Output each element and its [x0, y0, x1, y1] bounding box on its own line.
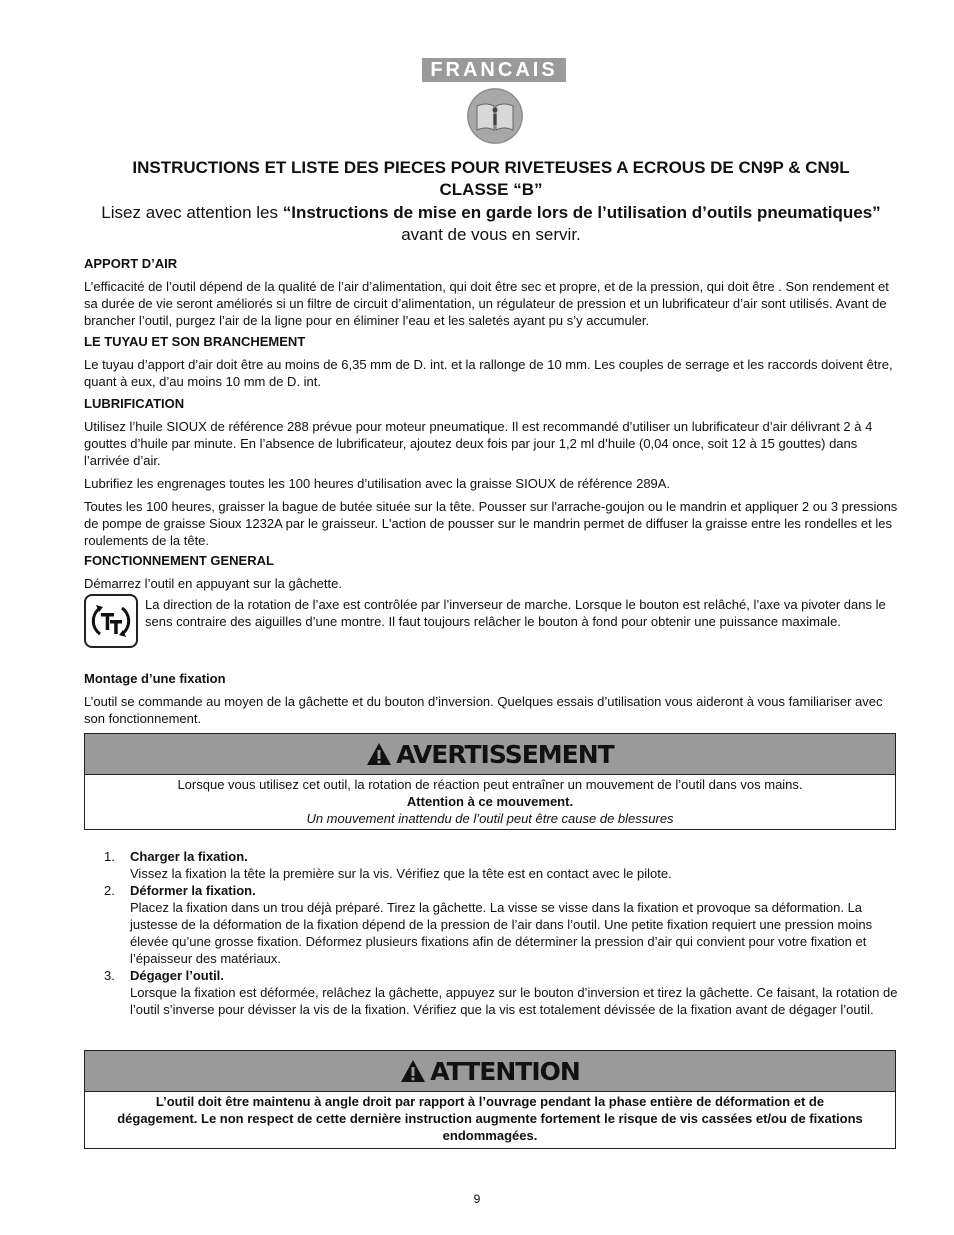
title-line-2: CLASSE “B” [439, 180, 543, 199]
lubrication-section [84, 395, 898, 549]
list-item [84, 882, 898, 967]
reverse-text [145, 596, 895, 630]
warning-box [84, 733, 896, 830]
warning-header [85, 734, 895, 775]
warning-triangle-icon [400, 1059, 426, 1083]
hose-section [84, 333, 898, 390]
page-number: 9 [473, 1192, 481, 1206]
step-number: 2. [104, 883, 115, 898]
warning-body [85, 775, 895, 829]
rotation-direction-icon [84, 594, 138, 648]
step-text: Vissez la fixation la tête la première sur la vis. Vérifiez que la tête est en contact avec le pilote. [130, 866, 672, 881]
subtitle-bold: “Instructions de mise en garde lors de l’utilisation d’outils pneumatiques” [282, 203, 881, 222]
warning-line-2: Attention à ce mouvement. [406, 794, 574, 809]
mounting-text: L’outil se commande au moyen de la gâchette et du bouton d’inversion. Quelques essais d’utilisation vous aideront à vous familiariser avec son fonctionnement. [84, 694, 883, 726]
steps-list [84, 848, 898, 1018]
step-title: Dégager l’outil. [130, 968, 224, 983]
operation-text-1: Démarrez l’outil en appuyant sur la gâchette. [84, 576, 342, 591]
caution-header [85, 1051, 895, 1092]
air-heading: APPORT D’AIR [84, 256, 178, 271]
caution-text: L’outil doit être maintenu à angle droit par rapport à l’ouvrage pendant la phase entière de déformation et de dégagement. Le non respect de cette dernière instruction augmente fortement le risque de vis cassées et/ou de fixations endommagées. [117, 1094, 863, 1143]
lubrication-text-3: Toutes les 100 heures, graisser la bague de butée située sur la tête. Pousser sur l'arrache-goujon ou le mandrin et appliquer 2 ou 3 pressions de pompe de graisse Sioux 1232A par le graisseur. L'action de pousser sur le mandrin permet de diffuser la graisse entre les rondelles et les roulements de la tête. [84, 499, 898, 548]
operation-heading: FONCTIONNEMENT GENERAL [84, 553, 274, 568]
lubrication-text-2: Lubrifiez les engrenages toutes les 100 heures d’utilisation avec la graisse SIOUX de référence 289A. [84, 476, 671, 491]
step-text: Placez la fixation dans un trou déjà préparé. Tirez la gâchette. La visse se visse dans la fixation et provoque sa déformation. La justesse de la déformation de la fixation dépend de la pression de l’air dans l’outil. Une petite fixation requiert une pression moins élevée qu’une grosse fixation. Déformez plusieurs fixations afin de déterminer la pression d’air qui convient pour votre fixation et l’épaisseur des matériaux. [130, 900, 873, 966]
step-number: 3. [104, 968, 115, 983]
step-text: Lorsque la fixation est déformée, relâchez la gâchette, appuyez sur le bouton d’inversion et tirez la gâchette. Ce faisant, la rotation de l’outil s’inverse pour dévisser la vis de la fixation. Vérifiez que la vis est totalement dévissée de la fixation avant de dégager l’outil. [130, 985, 898, 1017]
warning-triangle-icon [366, 742, 392, 766]
lubrication-text-1: Utilisez l’huile SIOUX de référence 288 prévue pour moteur pneumatique. Il est recommandé d’utiliser un lubrificateur d’air délivrant 2 à 4 gouttes d’huile par minute. En l’absence de lubrificateur, ajoutez deux fois par jour 1,2 ml d’huile (0,04 once, soit 12 à 15 gouttes) dans l’arrivée d’air. [84, 419, 873, 468]
warning-line-1: Lorsque vous utilisez cet outil, la rotation de réaction peut entraîner un mouvement de l’outil dans vos mains. [177, 777, 803, 792]
warning-line-3: Un mouvement inattendu de l’outil peut être cause de blessures [306, 811, 674, 826]
step-title: Charger la fixation. [130, 849, 248, 864]
list-item [84, 967, 898, 1018]
caution-box [84, 1050, 896, 1149]
title-line-1: INSTRUCTIONS ET LISTE DES PIECES POUR RIVETEUSES A ECROUS DE CN9P & CN9L [132, 158, 850, 177]
document-title [84, 157, 898, 201]
lubrication-heading: LUBRIFICATION [84, 396, 185, 411]
mounting-section [84, 670, 898, 727]
language-banner: FRANCAIS [422, 58, 566, 82]
step-number: 1. [104, 849, 115, 864]
subtitle-post: avant de vous en servir. [401, 225, 581, 244]
hose-heading: LE TUYAU ET SON BRANCHEMENT [84, 334, 306, 349]
subtitle-pre: Lisez avec attention les [101, 203, 283, 222]
subtitle [84, 202, 898, 246]
info-book-icon [467, 88, 523, 144]
warning-label: AVERTISSEMENT [396, 739, 614, 769]
mounting-heading: Montage d’une fixation [84, 671, 226, 686]
hose-text: Le tuyau d’apport d’air doit être au moins de 6,35 mm de D. int. et la rallonge de 10 mm. Les couples de serrage et les raccords doivent être, quant à eux, d’au moins 10 mm de D. int. [84, 357, 893, 389]
air-section [84, 255, 898, 329]
step-title: Déformer la fixation. [130, 883, 256, 898]
operation-section [84, 552, 898, 592]
air-text: L’efficacité de l’outil dépend de la qualité de l’air d’alimentation, qui doit être sec et propre, et de la pression, qui doit être . Son rendement et sa durée de vie seront améliorés si un filtre de circuit d’alimentation, un régulateur de pression et un lubrificateur d’air sont utilisés. Avant de brancher l’outil, purgez l’air de la ligne pour en éliminer l’eau et les saletés ayant pu s’y accumuler. [84, 279, 889, 328]
list-item [84, 848, 898, 882]
operation-text-2: La direction de la rotation de l’axe est contrôlée par l’inverseur de marche. Lorsque le bouton est relâché, l’axe va pivoter dans le sens contraire des aiguilles d’une montre. Il faut toujours relâcher le bouton à fond pour obtenir une puissance maximale. [145, 597, 886, 629]
caution-label: ATTENTION [430, 1056, 580, 1086]
